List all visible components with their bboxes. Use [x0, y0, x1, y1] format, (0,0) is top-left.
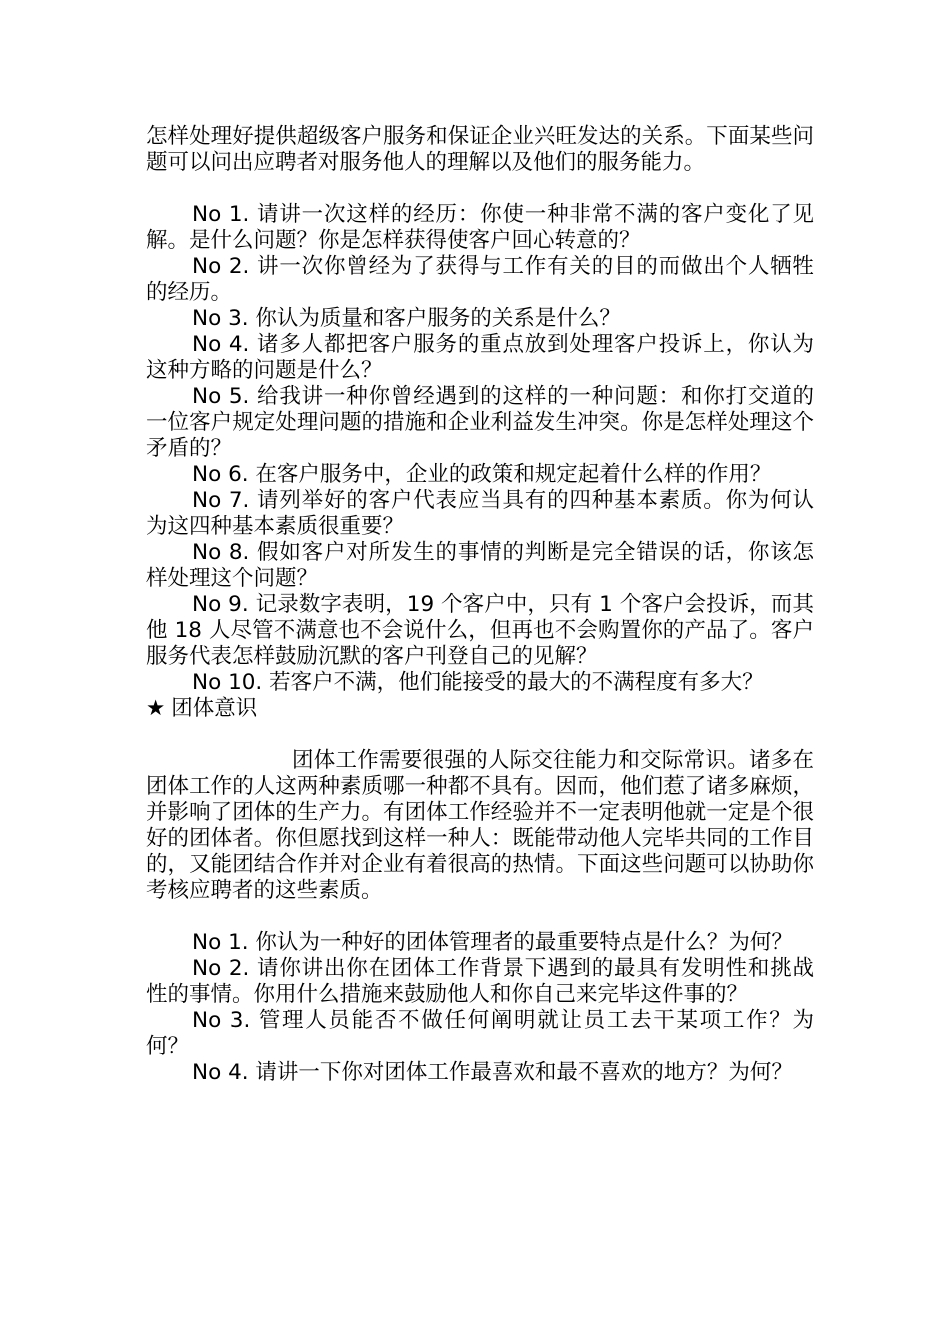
- spacer: [146, 904, 814, 930]
- customer-service-intro: 怎样处理好提供超级客户服务和保证企业兴旺发达的关系。下面某些问题可以问出应聘者对服务他人的理解以及他们的服务能力。: [146, 124, 814, 175]
- cs-question-3: No 3. 你认为质量和客户服务的关系是什么？: [192, 306, 621, 331]
- team-question-1: No 1. 你认为一种好的团体管理者的最重要特点是什么？为何？: [192, 930, 793, 955]
- teamwork-intro: 团体工作需要很强的人际交往能力和交际常识。诸多在团体工作的人这两种素质哪一种都不具有。因而，他们惹了诸多麻烦，并影响了团体的生产力。有团体工作经验并不一定表明他就一定是个很好的团体者。你但愿找到这样一种人：既能带动他人完毕共同的工作目的，又能团结合作并对企业有着很高的热情。下面这些问题可以协助你考核应聘者的这些素质。: [146, 748, 814, 903]
- section-heading-text: 团体意识: [171, 696, 258, 721]
- cs-question-6: No 6. 在客户服务中，企业的政策和规定起着什么样的作用？: [192, 462, 772, 487]
- team-question-2: No 2. 请你讲出你在团体工作背景下遇到的最具有发明性和挑战性的事情。你用什么措施来鼓励他人和你自己来完毕这件事的？: [146, 956, 814, 1007]
- document-body: [146, 124, 814, 1086]
- cs-question-10: No 10. 若客户不满，他们能接受的最大的不满程度有多大？: [192, 670, 764, 695]
- spacer: [146, 176, 814, 202]
- cs-question-8: No 8. 假如客户对所发生的事情的判断是完全错误的话，你该怎样处理这个问题？: [146, 540, 814, 591]
- cs-question-2: No 2. 讲一次你曾经为了获得与工作有关的目的而做出个人牺牲的经历。: [146, 254, 814, 305]
- star-icon: ★: [146, 696, 166, 721]
- cs-question-1: No 1. 请讲一次这样的经历：你使一种非常不满的客户变化了见解。是什么问题？你是怎样获得使客户回心转意的？: [146, 202, 814, 253]
- team-question-3: No 3. 管理人员能否不做任何阐明就让员工去干某项工作？为何？: [146, 1008, 814, 1059]
- cs-question-7: No 7. 请列举好的客户代表应当具有的四种基本素质。你为何认为这四种基本素质很重要？: [146, 488, 814, 539]
- spacer: [146, 722, 814, 748]
- section-heading-teamwork: [146, 696, 814, 722]
- team-question-4: No 4. 请讲一下你对团体工作最喜欢和最不喜欢的地方？为何？: [192, 1060, 793, 1085]
- cs-question-9: No 9. 记录数字表明，19 个客户中，只有 1 个客户会投诉，而其他 18 人尽管不满意也不会说什么，但再也不会购置你的产品了。客户服务代表怎样鼓励沉默的客户刊登自己的见解？: [146, 592, 814, 669]
- cs-question-5: No 5. 给我讲一种你曾经遇到的这样的一种问题：和你打交道的一位客户规定处理问题的措施和企业利益发生冲突。你是怎样处理这个矛盾的？: [146, 384, 814, 461]
- cs-question-4: No 4. 诸多人都把客户服务的重点放到处理客户投诉上，你认为这种方略的问题是什么？: [146, 332, 814, 383]
